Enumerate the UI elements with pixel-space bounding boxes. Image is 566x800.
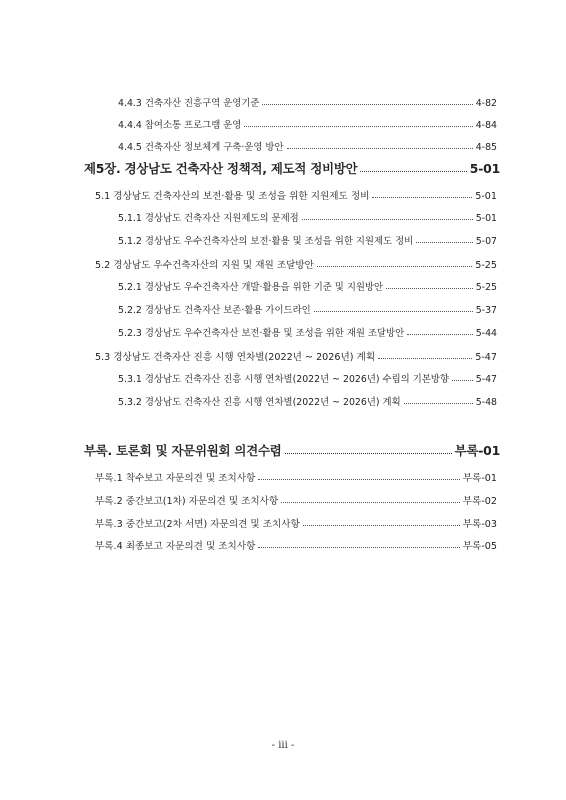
toc-page: 4-85 xyxy=(475,142,497,153)
dot-leader xyxy=(407,334,473,335)
toc-title: 부록. 토론회 및 자문위원회 의견수렴 xyxy=(84,443,282,458)
toc-title: 부록.1 착수보고 자문의견 및 조치사항 xyxy=(95,473,256,484)
toc-title: 4.4.4 참여소통 프로그램 운영 xyxy=(118,120,242,131)
toc-page: 부록-01 xyxy=(454,443,500,458)
toc-page: 5-25 xyxy=(475,282,497,293)
toc-title: 5.3.2 경상남도 건축자산 진흥 시행 연차별(2022년 ~ 2026년) 계획 xyxy=(118,397,401,408)
dot-leader xyxy=(317,266,472,267)
dot-leader xyxy=(452,380,473,381)
toc-entry[interactable] xyxy=(118,371,497,385)
toc-title: 5.2 경상남도 우수건축자산의 지원 및 재원 조달방안 xyxy=(95,260,314,271)
dot-leader xyxy=(302,219,473,220)
toc-title: 제5장. 경상남도 건축자산 정책적, 제도적 정비방안 xyxy=(84,161,358,176)
toc-page: 5-47 xyxy=(475,374,497,385)
toc-title: 4.4.5 건축자산 정보체계 구축·운영 방안 xyxy=(118,142,284,153)
dot-leader xyxy=(303,525,460,526)
toc-title: 부록.3 중간보고(2차 서면) 자문의견 및 조치사항 xyxy=(95,519,300,530)
toc-section-entry[interactable] xyxy=(95,538,497,552)
toc-section-entry[interactable] xyxy=(95,470,497,484)
dot-leader xyxy=(287,148,473,149)
toc-section-entry[interactable] xyxy=(95,188,497,202)
toc-page: 부록-01 xyxy=(462,473,497,484)
dot-leader xyxy=(416,242,473,243)
toc-entry[interactable] xyxy=(118,394,497,408)
toc-page: 4-82 xyxy=(475,98,497,109)
toc-entry[interactable] xyxy=(118,210,497,224)
toc-title: 5.3.1 경상남도 건축자산 진흥 시행 연차별(2022년 ~ 2026년) 수립의 기본방향 xyxy=(118,374,449,385)
toc-entry[interactable] xyxy=(118,117,497,131)
toc-section-entry[interactable] xyxy=(95,493,497,507)
toc-title: 부록.2 중간보고(1차) 자문의견 및 조치사항 xyxy=(95,496,279,507)
dot-leader xyxy=(378,358,472,359)
toc-title: 5.3 경상남도 건축자산 진흥 시행 연차별(2022년 ~ 2026년) 계획 xyxy=(95,352,376,363)
toc-entry[interactable] xyxy=(118,279,497,293)
toc-entry[interactable] xyxy=(118,302,497,316)
toc-title: 5.2.3 경상남도 우수건축자산 보전·활용 및 조성을 위한 재원 조달방안 xyxy=(118,328,405,339)
toc-entry[interactable] xyxy=(118,95,497,109)
toc-page: 부록-03 xyxy=(462,519,497,530)
toc-section-entry[interactable] xyxy=(95,349,497,363)
toc-page: 5-47 xyxy=(475,352,497,363)
toc-page: 5-48 xyxy=(475,397,497,408)
toc-section-entry[interactable] xyxy=(95,516,497,530)
toc-section-entry[interactable] xyxy=(95,257,497,271)
toc-title: 부록.4 최종보고 자문의견 및 조치사항 xyxy=(95,541,256,552)
dot-leader xyxy=(386,288,473,289)
toc-page: 5-37 xyxy=(475,305,497,316)
toc-title: 5.2.1 경상남도 우수건축자산 개발·활용을 위한 기준 및 지원방안 xyxy=(118,282,384,293)
page-number: - iii - xyxy=(271,740,295,751)
toc-entry[interactable] xyxy=(118,325,497,339)
toc-page: 5-01 xyxy=(475,191,497,202)
toc-title: 5.1.2 경상남도 우수건축자산의 보전·활용 및 조성을 위한 지원제도 정비 xyxy=(118,236,414,247)
dot-leader xyxy=(262,104,472,105)
toc-entry[interactable] xyxy=(118,139,497,153)
toc-page: 5-25 xyxy=(475,260,497,271)
dot-leader xyxy=(244,126,472,127)
toc-title: 5.1 경상남도 건축자산의 보전·활용 및 조성을 위한 지원제도 정비 xyxy=(95,191,370,202)
toc-entry[interactable] xyxy=(118,233,497,247)
dot-leader xyxy=(285,453,452,454)
toc-page: 부록-05 xyxy=(462,541,497,552)
toc-page: 5-01 xyxy=(469,161,500,176)
toc-page: 4-84 xyxy=(475,120,497,131)
dot-leader xyxy=(372,197,472,198)
dot-leader xyxy=(404,403,473,404)
toc-title: 4.4.3 건축자산 진흥구역 운영기준 xyxy=(118,98,260,109)
toc-page: 5-01 xyxy=(475,213,497,224)
toc-title: 5.1.1 경상남도 건축자산 지원제도의 문제점 xyxy=(118,213,299,224)
toc-title: 5.2.2 경상남도 건축자산 보존·활용 가이드라인 xyxy=(118,305,311,316)
dot-leader xyxy=(314,311,473,312)
dot-leader xyxy=(360,171,466,172)
dot-leader xyxy=(281,502,460,503)
dot-leader xyxy=(258,547,459,548)
toc-page: 5-07 xyxy=(475,236,497,247)
toc-page: 5-44 xyxy=(475,328,497,339)
dot-leader xyxy=(258,479,459,480)
toc-page: 부록-02 xyxy=(462,496,497,507)
toc-appendix-entry[interactable] xyxy=(84,441,500,459)
toc-chapter-entry[interactable] xyxy=(84,159,500,177)
